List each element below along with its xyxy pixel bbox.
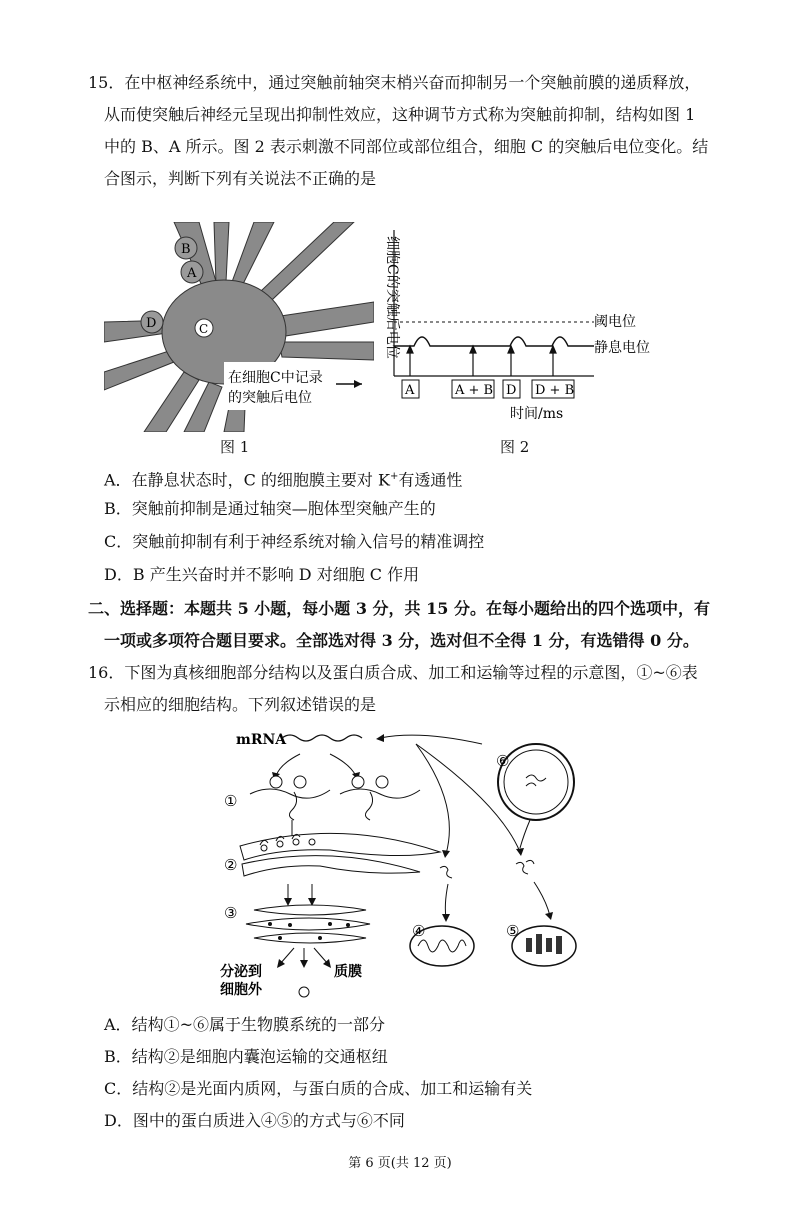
q15-line-1: 15．在中枢神经系统中，通过突触前轴突末梢兴奋而抑制另一个突触前膜的递质释放， bbox=[88, 73, 701, 92]
fig2-ylabel: 细胞C的突触后电位 bbox=[384, 236, 400, 359]
q15-option-a: A．在静息状态时，C 的细胞膜主要对 K+有透通性 bbox=[104, 470, 463, 490]
fig1-label-c: C bbox=[199, 322, 209, 336]
fig1-note-line1: 在细胞C中记录 bbox=[228, 370, 323, 386]
fig2-stim-a: A bbox=[405, 383, 415, 398]
fig2-stim-d: D bbox=[506, 383, 517, 398]
q16-mrna: mRNA bbox=[236, 732, 287, 748]
section2-line-1: 二、选择题：本题共 5 小题，每小题 3 分，共 15 分。在每小题给出的四个选项中，有 bbox=[88, 599, 710, 618]
q15-line-4: 合图示，判断下列有关说法不正确的是 bbox=[104, 169, 377, 188]
q16-secrete-1: 分泌到 bbox=[220, 964, 262, 980]
q16-line-2: 示相应的细胞结构。下列叙述错误的是 bbox=[104, 695, 377, 714]
figure-q16-cell bbox=[220, 724, 600, 1006]
q15-option-d: D．B 产生兴奋时并不影响 D 对细胞 C 作用 bbox=[104, 565, 420, 584]
fig2-threshold: 阈电位 bbox=[594, 314, 636, 330]
figure-2-graph bbox=[372, 222, 672, 422]
q16-num-3: ③ bbox=[224, 904, 238, 922]
q16-secrete-2: 细胞外 bbox=[220, 982, 262, 998]
figure-1-neuron bbox=[104, 222, 374, 432]
fig2-caption: 图 2 bbox=[500, 438, 530, 456]
q15-line-3: 中的 B、A 所示。图 2 表示刺激不同部位或部位组合，细胞 C 的突触后电位变化。结 bbox=[104, 137, 709, 156]
fig2-xlabel: 时间/ms bbox=[510, 406, 564, 422]
fig1-label-b: B bbox=[181, 242, 191, 257]
q16-membrane: 质膜 bbox=[334, 964, 362, 980]
q15-option-c: C．突触前抑制有利于神经系统对输入信号的精准调控 bbox=[104, 532, 485, 551]
q15-option-b: B．突触前抑制是通过轴突—胞体型突触产生的 bbox=[104, 499, 436, 518]
q16-num-2: ② bbox=[224, 856, 238, 874]
q16-num-5: ⑤ bbox=[506, 922, 520, 940]
q16-option-c: C．结构②是光面内质网，与蛋白质的合成、加工和运输有关 bbox=[104, 1079, 533, 1098]
q16-num-1: ① bbox=[224, 792, 238, 810]
fig1-label-d: D bbox=[146, 316, 157, 331]
fig1-label-a: A bbox=[187, 266, 197, 281]
q16-option-b: B．结构②是细胞内囊泡运输的交通枢纽 bbox=[104, 1047, 388, 1066]
q16-num-6: ⑥ bbox=[496, 752, 510, 770]
fig1-note-line2: 的突触后电位 bbox=[228, 390, 312, 406]
page-footer: 第 6 页(共 12 页) bbox=[348, 1156, 452, 1171]
fig2-resting: 静息电位 bbox=[594, 340, 650, 356]
fig2-stim-db: D + B bbox=[535, 383, 575, 398]
fig2-stim-ab: A + B bbox=[455, 383, 494, 398]
q16-num-4: ④ bbox=[412, 922, 426, 940]
q16-option-a: A．结构①~⑥属于生物膜系统的一部分 bbox=[104, 1015, 385, 1034]
q16-option-d: D．图中的蛋白质进入④⑤的方式与⑥不同 bbox=[104, 1111, 405, 1130]
q16-line-1: 16．下图为真核细胞部分结构以及蛋白质合成、加工和运输等过程的示意图，①~⑥表 bbox=[88, 663, 698, 682]
q15-line-2: 从而使突触后神经元呈现出抑制性效应，这种调节方式称为突触前抑制，结构如图 1 bbox=[104, 105, 696, 124]
fig1-caption: 图 1 bbox=[220, 438, 250, 456]
section2-line-2: 一项或多项符合题目要求。全部选对得 3 分，选对但不全得 1 分，有选错得 0 分。 bbox=[104, 631, 699, 650]
